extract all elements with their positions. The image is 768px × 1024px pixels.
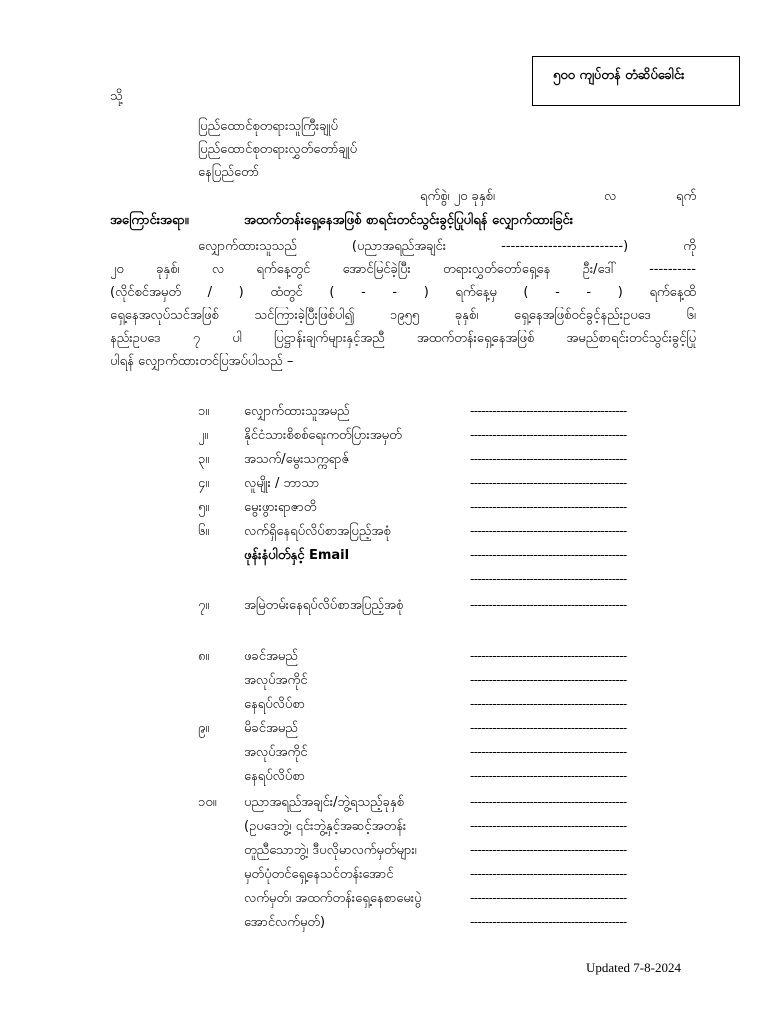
recipient-title: ပြည်ထောင်စုတရားသူကြီးချုပ် — [198, 119, 338, 134]
fill-in-line: ------------------------------------------ — [470, 721, 627, 735]
item-number: ၇။ — [198, 598, 210, 613]
fill-in-line: ------------------------------------------ — [470, 428, 627, 442]
item-number: ၅။ — [198, 500, 210, 515]
fill-in-line: ------------------------------------------ — [470, 572, 627, 586]
item-label: ပညာအရည်အချင်း/ဘွဲ့ရသည့်ခုနှစ် — [244, 795, 404, 810]
fill-in-line: ------------------------------------------ — [470, 769, 627, 783]
item-label: အမြဲတမ်းနေရပ်လိပ်စာအပြည့်အစုံ — [244, 598, 404, 613]
item-label: လျှောက်ထားသူအမည် — [244, 404, 350, 419]
fill-in-line: ------------------------------------------ — [470, 867, 627, 881]
item-label: (ဥပဒေဘွဲ့၊ ၎င်းဘွဲ့နှင့်အဆင့်အတန်း — [244, 819, 407, 834]
fill-in-line: ------------------------------------------ — [470, 915, 627, 929]
recipient-city: နေပြည်တော် — [198, 165, 260, 180]
fill-in-line: ------------------------------------------ — [470, 476, 627, 490]
fill-in-line: ------------------------------------------ — [470, 404, 627, 418]
recipient-office: ပြည်ထောင်စုတရားလွှတ်တော်ချုပ် — [198, 142, 357, 157]
stamp-value-box — [532, 56, 740, 106]
paragraph-line: (လိုင်စင်အမှတ် / ) ထံတွင် ( - - ) ရက်နေ့မှ ( - - ) ရက်နေ့ထိ — [110, 285, 696, 300]
item-number: ၁။ — [198, 404, 210, 419]
to-label: သို့ — [110, 89, 123, 104]
date-year: ရက်စွဲ၊ ၂၀ ခုနှစ်၊ — [420, 189, 495, 204]
fill-in-line: ------------------------------------------ — [470, 500, 627, 514]
item-label: တူညီသောဘွဲ့၊ ဒီပလိုမာလက်မှတ်များ၊ — [244, 843, 417, 858]
item-number: ၄။ — [198, 476, 210, 491]
date-month: လ — [604, 189, 617, 204]
item-label: ဖခင်အမည် — [244, 649, 298, 664]
paragraph-line: ပါရန် လျှောက်ထားတင်ပြအပ်ပါသည် – — [110, 354, 294, 369]
fill-in-line: ------------------------------------------ — [470, 745, 627, 759]
item-label: အသက်/မွေးသက္ကရာဇ် — [244, 452, 350, 467]
item-label: လက်မှတ်၊ အထက်တန်းရှေ့နေစာမေးပွဲ — [244, 891, 422, 906]
fill-in-line: ------------------------------------------ — [470, 819, 627, 833]
date-day: ရက် — [676, 189, 697, 204]
item-number: ၈။ — [198, 649, 210, 664]
paragraph-line: နည်းဥပဒေ ၇ ပါ ပြဋ္ဌာန်းချက်များနှင့်အညီ အထက်တန်းရှေ့နေအဖြစ် အမည်စာရင်းတင်သွင်းခွင့်ပြု — [110, 331, 696, 346]
subject-text: အထက်တန်းရှေ့နေအဖြစ် စာရင်းတင်သွင်းခွင့်ပြုပါရန် လျှောက်ထားခြင်း — [244, 213, 574, 228]
item-label: နေရပ်လိပ်စာ — [244, 697, 305, 712]
item-number: ၆။ — [198, 524, 210, 539]
item-label: မှတ်ပုံတင်ရှေ့နေသင်တန်းအောင် — [244, 867, 394, 882]
item-label: လက်ရှိနေရပ်လိပ်စာအပြည့်အစုံ — [244, 524, 391, 539]
item-label: နိုင်ငံသားစိစစ်ရေးကတ်ပြားအမှတ် — [244, 428, 402, 443]
fill-in-line: ------------------------------------------ — [470, 795, 627, 809]
updated-date: Updated 7-8-2024 — [586, 960, 681, 975]
stamp-value-label: ၅၀၀ ကျပ်တန် တံဆိပ်ခေါင်း — [553, 68, 685, 83]
item-label: အလုပ်အကိုင် — [244, 745, 308, 760]
paragraph-line: ၂၀ ခုနှစ်၊ လ ရက်နေ့တွင် အောင်မြင်ခဲ့ပြီး တရားလွှတ်တော်ရှေ့နေ ဦး/ဒေါ် ---------- — [110, 262, 696, 277]
item-number: ၂။ — [198, 428, 209, 443]
paragraph-line: လျှောက်ထားသူသည် (ပညာအရည်အချင်း --------------------------) ကို — [198, 239, 696, 254]
fill-in-line: ------------------------------------------ — [470, 891, 627, 905]
item-label: လူမျိုး / ဘာသာ — [244, 476, 320, 491]
item-number: ၃။ — [198, 452, 210, 467]
fill-in-line: ------------------------------------------ — [470, 598, 627, 612]
item-label: မွေးဖွားရာဇာတိ — [244, 500, 317, 515]
item-number: ၁၀။ — [198, 795, 217, 810]
item-label: နေရပ်လိပ်စာ — [244, 769, 305, 784]
fill-in-line: ------------------------------------------ — [470, 548, 627, 562]
item-label: မိခင်အမည် — [244, 721, 298, 736]
item-label: အလုပ်အကိုင် — [244, 673, 308, 688]
subject-label: အကြောင်းအရာ။ — [110, 213, 189, 228]
fill-in-line: ------------------------------------------ — [470, 843, 627, 857]
item-number: ၉။ — [198, 721, 210, 736]
item-label: အောင်လက်မှတ်) — [244, 915, 326, 930]
item-label: ဖုန်းနံပါတ်နှင့် Email — [244, 548, 350, 563]
fill-in-line: ------------------------------------------ — [470, 524, 627, 538]
paragraph-line: ရှေ့နေအလုပ်သင်အဖြစ် သင်ကြားခဲ့ပြီးဖြစ်ပါ၍ ၁၉၅၅ ခုနှစ်၊ ရှေ့နေအဖြစ်ဝင်ခွင့်နည်းဥပဒေ ၆၊ — [110, 308, 696, 323]
fill-in-line: ------------------------------------------ — [470, 697, 627, 711]
fill-in-line: ------------------------------------------ — [470, 673, 627, 687]
fill-in-line: ------------------------------------------ — [470, 649, 627, 663]
fill-in-line: ------------------------------------------ — [470, 452, 627, 466]
